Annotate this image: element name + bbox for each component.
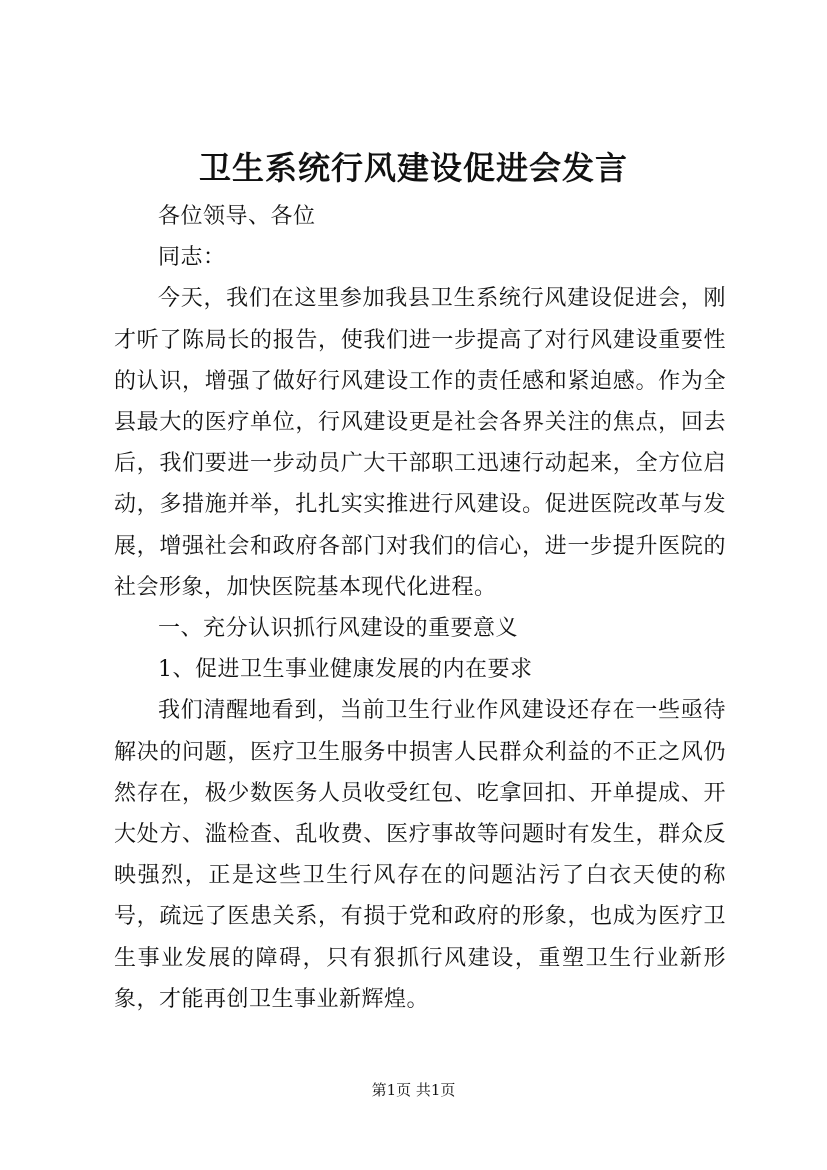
salutation-line-1: 各位领导、各位: [158, 204, 316, 229]
document-title: 卫生系统行风建设促进会发言: [198, 149, 628, 187]
document-body: [114, 196, 726, 1020]
subsection-heading-1: 1、促进卫生事业健康发展的内在要求: [158, 657, 533, 683]
section-heading-1: 一、充分认识抓行风建设的重要意义: [158, 616, 519, 642]
opening-paragraph: 今天，我们在这里参加我县卫生系统行风建设促进会，刚才听了陈局长的报告，使我们进一步提高了对行风建设重要性的认识，增强了做好行风建设工作的责任感和紧迫感。作为全县最大的医疗单位，行风建设更是社会各界关注的焦点，回去后，我们要进一步动员广大干部职工迅速行动起来，全方位启动，多措施并举，扎扎实实推进行风建设。促进医院改革与发展，增强社会和政府各部门对我们的信心，进一步提升医院的社会形象，加快医院基本现代化进程。: [114, 286, 726, 600]
page-footer: 第1页 共1页: [371, 1081, 456, 1099]
body-paragraph: 我们清醒地看到，当前卫生行业作风建设还存在一些亟待解决的问题，医疗卫生服务中损害人民群众利益的不正之风仍然存在，极少数医务人员收受红包、吃拿回扣、开单提成、开大处方、滥检查、乱收费、医疗事故等问题时有发生，群众反映强烈，正是这些卫生行风存在的问题沾污了白衣天使的称号，疏远了医患关系，有损于党和政府的形象，也成为医疗卫生事业发展的障碍，只有狠抓行风建设，重塑卫生行业新形象，才能再创卫生事业新辉煌。: [114, 698, 726, 1012]
salutation-line-2: 同志：: [158, 245, 226, 271]
